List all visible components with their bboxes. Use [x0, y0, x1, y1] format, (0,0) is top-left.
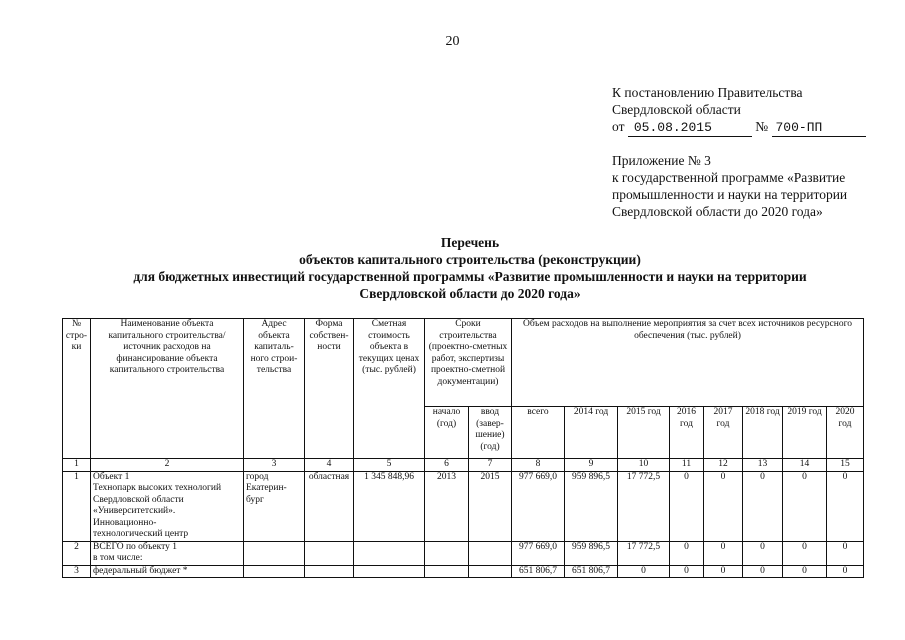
header-cost: Сметная стоимость объекта в текущих ценах (тыс. рублей) — [354, 319, 425, 459]
header-2020: 2020 год — [827, 407, 864, 459]
appendix-reference — [612, 152, 897, 220]
decree-line-1: К постановлению Правительства — [612, 85, 803, 100]
column-number: 2 — [91, 459, 244, 472]
expense-2015: 17 772,5 — [618, 471, 670, 541]
expense-2017: 0 — [704, 471, 743, 541]
column-number: 15 — [827, 459, 864, 472]
header-2019: 2019 год — [783, 407, 827, 459]
ownership-form — [305, 565, 354, 578]
object-address: город Екатерин-бург — [244, 471, 305, 541]
object-address — [244, 565, 305, 578]
column-number: 13 — [743, 459, 783, 472]
expense-2015: 0 — [618, 565, 670, 578]
start-year: 2013 — [425, 471, 469, 541]
expense-2019: 0 — [783, 541, 827, 565]
header-2016: 2016 год — [670, 407, 704, 459]
row-number: 2 — [63, 541, 91, 565]
object-name-line: федеральный бюджет * — [93, 565, 188, 576]
header-expenses: Объем расходов на выполнение мероприятия за счет всех источников ресурсного обеспечения (тыс. рублей) — [512, 319, 864, 407]
finish-year: 2015 — [469, 471, 512, 541]
page-number: 20 — [445, 34, 460, 49]
appendix-line-2: к государственной программе «Развитие — [612, 170, 846, 185]
column-number: 8 — [512, 459, 565, 472]
appendix-line-3: промышленности и науки на территории — [612, 187, 848, 202]
header-start: начало (год) — [425, 407, 469, 459]
decree-reference — [612, 84, 892, 137]
decree-line-2: Свердловской области — [612, 102, 741, 117]
object-name-line: Инновационно- — [93, 517, 157, 528]
header-terms: Сроки строительства (проектно-сметных работ, экспертизы проектно-сметной документации) — [425, 319, 512, 407]
appendix-line-1: Приложение № 3 — [612, 153, 711, 168]
expense-2019: 0 — [783, 471, 827, 541]
number-prefix: № — [755, 119, 769, 134]
expense-2014: 651 806,7 — [565, 565, 618, 578]
document-title — [60, 234, 880, 302]
estimated-cost — [354, 565, 425, 578]
expense-2014: 959 896,5 — [565, 541, 618, 565]
object-name-line: ВСЕГО по объекту 1 — [93, 541, 178, 552]
table-row — [63, 541, 864, 565]
expense-2018: 0 — [743, 471, 783, 541]
table-row — [63, 471, 864, 541]
header-finish: ввод (завер-шение) (год) — [469, 407, 512, 459]
column-number: 11 — [670, 459, 704, 472]
expense-2016: 0 — [670, 565, 704, 578]
header-total: всего — [512, 407, 565, 459]
title-line-1: Перечень — [440, 235, 500, 250]
header-ownership: Форма собствен-ности — [305, 319, 354, 459]
column-number: 6 — [425, 459, 469, 472]
ownership-form: областная — [305, 471, 354, 541]
title-line-3: для бюджетных инвестиций государственной программы «Развитие промышленности и науки на территории — [133, 269, 807, 284]
object-address — [244, 541, 305, 565]
title-line-2: объектов капитального строительства (реконструкции) — [299, 252, 641, 267]
capital-construction-table — [62, 318, 864, 578]
expense-total: 977 669,0 — [512, 541, 565, 565]
appendix-line-4: Свердловской области до 2020 года» — [612, 204, 823, 219]
expense-2018: 0 — [743, 565, 783, 578]
column-number: 5 — [354, 459, 425, 472]
expense-2017: 0 — [704, 541, 743, 565]
column-number: 3 — [244, 459, 305, 472]
object-name-line: Свердловской области — [93, 494, 184, 505]
column-number: 14 — [783, 459, 827, 472]
object-name-line: Объект 1 — [93, 471, 130, 482]
header-row-no: № стро-ки — [63, 319, 91, 459]
expense-2020: 0 — [827, 565, 864, 578]
header-address: Адрес объекта капиталь-ного строи-тельства — [244, 319, 305, 459]
object-name-line: технологический центр — [93, 529, 189, 539]
finish-year — [469, 541, 512, 565]
object-name-line: в том числе: — [93, 553, 143, 563]
header-2015: 2015 год — [618, 407, 670, 459]
column-number-row — [63, 459, 864, 472]
estimated-cost — [354, 541, 425, 565]
start-year — [425, 565, 469, 578]
expense-total: 651 806,7 — [512, 565, 565, 578]
expense-2016: 0 — [670, 471, 704, 541]
decree-date-line — [612, 118, 892, 137]
ownership-form — [305, 541, 354, 565]
column-number: 9 — [565, 459, 618, 472]
expense-2017: 0 — [704, 565, 743, 578]
header-2017: 2017 год — [704, 407, 743, 459]
header-2018: 2018 год — [743, 407, 783, 459]
start-year — [425, 541, 469, 565]
column-number: 12 — [704, 459, 743, 472]
expense-total: 977 669,0 — [512, 471, 565, 541]
expense-2014: 959 896,5 — [565, 471, 618, 541]
expense-2018: 0 — [743, 541, 783, 565]
header-name: Наименование объекта капитального строительства/ источник расходов на финансирование объекта капитального строительства — [91, 319, 244, 459]
object-name — [91, 471, 244, 541]
row-number: 3 — [63, 565, 91, 578]
decree-number: 700-ПП — [772, 119, 866, 137]
finish-year — [469, 565, 512, 578]
expense-2020: 0 — [827, 541, 864, 565]
title-line-4: Свердловской области до 2020 года» — [359, 286, 581, 301]
column-number: 10 — [618, 459, 670, 472]
estimated-cost: 1 345 848,96 — [354, 471, 425, 541]
column-number: 1 — [63, 459, 91, 472]
column-number: 4 — [305, 459, 354, 472]
expense-2019: 0 — [783, 565, 827, 578]
object-name — [91, 565, 244, 578]
expense-2020: 0 — [827, 471, 864, 541]
decree-date: 05.08.2015 — [628, 119, 752, 137]
column-number: 7 — [469, 459, 512, 472]
header-2014: 2014 год — [565, 407, 618, 459]
object-name — [91, 541, 244, 565]
table-row — [63, 565, 864, 578]
expense-2015: 17 772,5 — [618, 541, 670, 565]
object-name-line: Технопарк высоких технологий — [93, 483, 222, 493]
object-name-line: «Университетский». — [93, 506, 176, 516]
row-number: 1 — [63, 471, 91, 541]
expense-2016: 0 — [670, 541, 704, 565]
date-prefix: от — [612, 119, 625, 134]
